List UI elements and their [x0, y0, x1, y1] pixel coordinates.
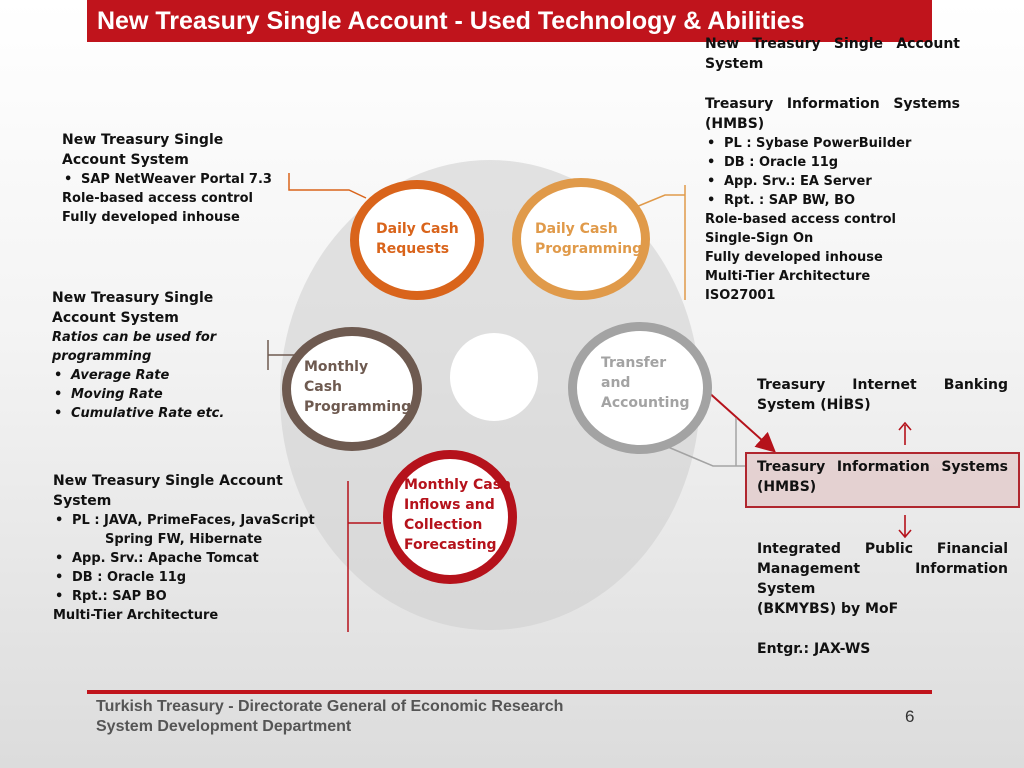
connector-daily-requests: [289, 173, 366, 198]
hmbs-text: Treasury Information Systems (HMBS): [757, 459, 1008, 495]
right-top-bullets: • PL : Sybase PowerBuilder • DB : Oracle 11g • App. Srv.: EA Server • Rpt. : SAP BW, BO: [705, 134, 960, 210]
node-daily-cash-programming-label: Daily Cash Programming: [535, 221, 643, 257]
node-monthly-cash-programming-label: Monthly Cash Programming: [304, 359, 412, 415]
slide-title: New Treasury Single Account - Used Technology & Abilities: [87, 0, 932, 42]
connector-monthly-inflows: [348, 481, 381, 632]
right-top-text: New Treasury Single Account System Treasury Information Systems (HMBS) • PL : Sybase PowerBuilder • DB : Oracle 11g • App. Srv.: EA Server • Rpt. : SAP BW, BO Role-based access control Single-Sign On Fully developed inhouse Multi-Tier Architecture ISO27001: [705, 34, 960, 305]
node-monthly-cash-inflows-label: Monthly Cash Inflows and Collection Forecasting: [404, 477, 511, 553]
footer-line-1: Turkish Treasury - Directorate General of Economic Research: [96, 698, 564, 715]
page-number: 6: [905, 707, 915, 726]
arrow-up-hibs: [899, 423, 911, 445]
node-daily-cash-requests-label: Daily Cash Requests: [376, 221, 459, 257]
bkmybs-text: Integrated Public Financial Management Information System (BKMYBS) by MoF Entgr.: JAX-WS: [757, 541, 1008, 657]
hibs-text: Treasury Internet Banking System (HİBS): [757, 377, 1008, 413]
left-bottom-text: New Treasury Single Account System • PL : JAVA, PrimeFaces, JavaScript Spring FW, Hibernate • App. Srv.: Apache Tomcat • DB : Oracle 11g • Rpt.: SAP BO Multi-Tier Architecture: [53, 471, 343, 625]
node-transfer-accounting-label: Transfer and Accounting: [601, 355, 690, 411]
left-mid-text: New Treasury Single Account System Ratios can be used for programming • Average Rate • Moving Rate • Cumulative Rate etc.: [52, 288, 272, 423]
arrow-down-bkmybs: [899, 515, 911, 537]
footer-line-2: System Development Department: [96, 718, 352, 735]
left-mid-bullets: • Average Rate • Moving Rate • Cumulative Rate etc.: [52, 366, 272, 423]
left-top-bullets: • SAP NetWeaver Portal 7.3: [62, 170, 292, 189]
left-top-text: New Treasury Single Account System • SAP NetWeaver Portal 7.3 Role-based access control Fully developed inhouse: [62, 130, 292, 227]
footer-divider: [87, 690, 932, 694]
left-bottom-bullets: • PL : JAVA, PrimeFaces, JavaScript Spring FW, Hibernate • App. Srv.: Apache Tomcat • DB : Oracle 11g • Rpt.: SAP BO: [53, 511, 343, 606]
